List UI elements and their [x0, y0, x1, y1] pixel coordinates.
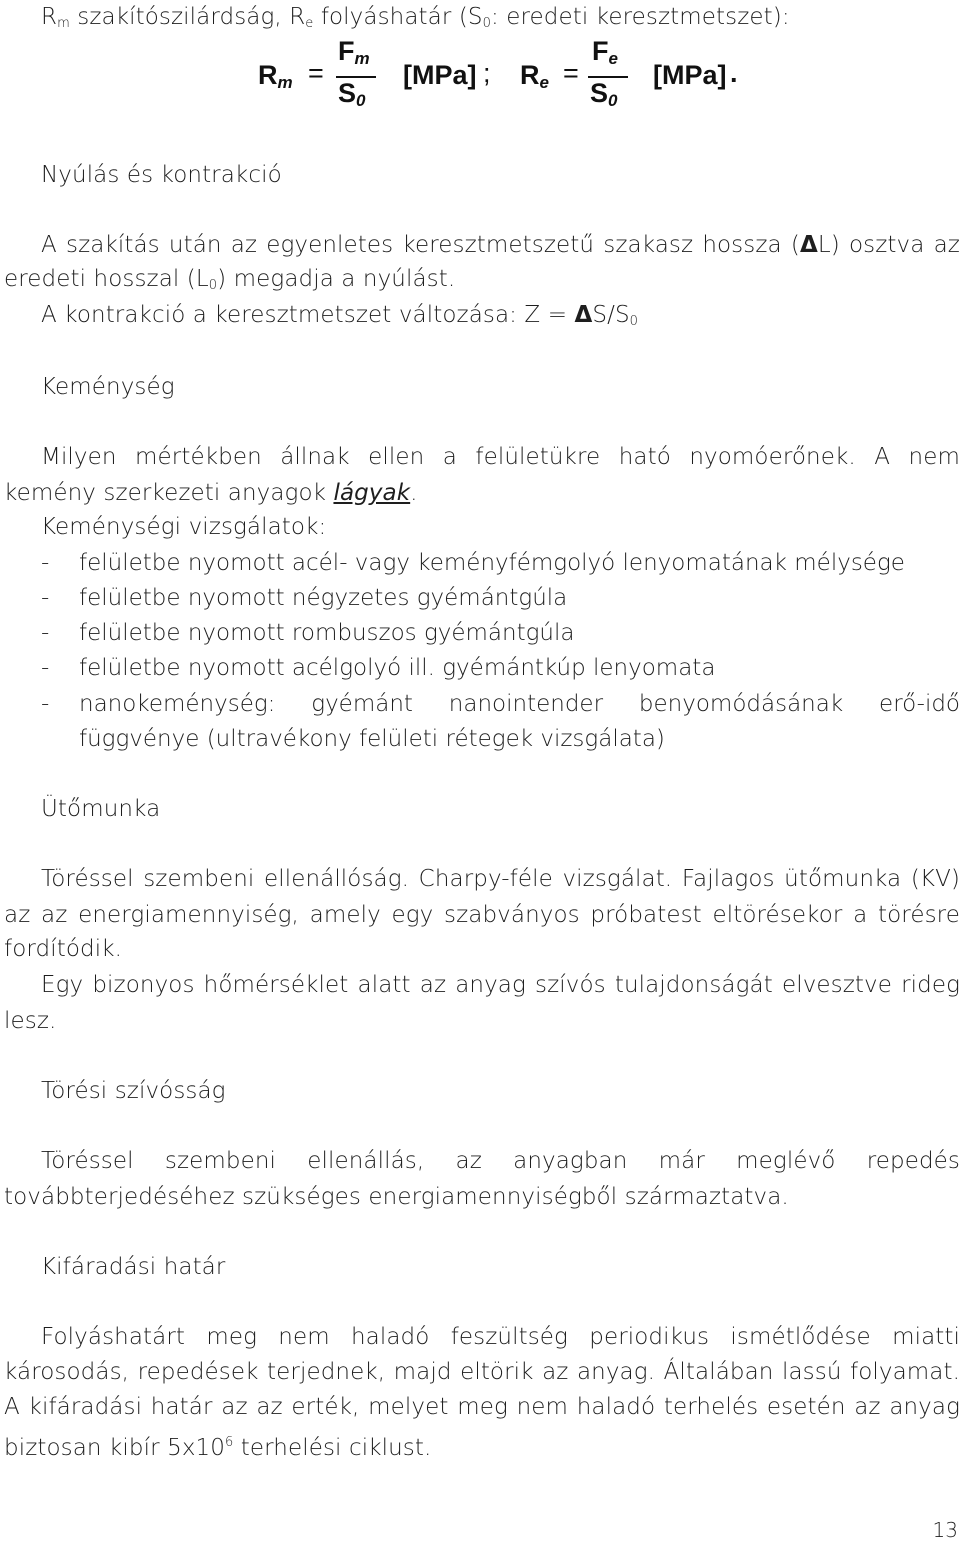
toresi-line1: Töréssel szembeni ellenállás, az anyagban már meglévő repedés — [41, 1148, 960, 1174]
lagyak-link: lágyak — [333, 480, 411, 506]
intro-text-b: folyáshatár (S — [313, 4, 483, 30]
intro-line — [41, 0, 960, 41]
nyulas-p1-line2: eredeti hosszal $(L_0)$ megadja a nyúlást. — [4, 266, 456, 293]
equals-sign-2: = — [563, 58, 579, 88]
s0-subscript: 0 — [482, 16, 491, 31]
delta-symbol: Δ — [799, 232, 818, 258]
list-dash: - — [41, 691, 50, 717]
s0-denominator-1: $S_0$ — [338, 78, 366, 110]
separator: ; — [483, 58, 491, 88]
intro-text-a: szakítószilárdság, — [69, 4, 290, 30]
hardness-tests-intro: Keménységi vizsgálatok: — [41, 514, 327, 540]
list-item: felületbe nyomott acélgolyó ill. gyémántkúp lenyomata — [79, 655, 716, 681]
kifaradasi-line4: biztosan kibír $5x10^6$ terhelési ciklust. — [4, 1435, 432, 1461]
utomunka-line3: fordítódik. — [4, 936, 123, 962]
exponent: 6 — [225, 1435, 234, 1450]
fe-numerator: $F_e$ — [592, 36, 618, 68]
kifaradasi-line3: A kifáradási határ az az erték, melyet meg nem haladó terhelés esetén az anyag — [4, 1394, 960, 1420]
list-item-continuation: függvénye (ultravékony felületi rétegek vizsgálata) — [79, 726, 665, 752]
rm-lhs: $R_m$ — [258, 60, 293, 92]
re-lhs: $R_e$ — [520, 60, 549, 92]
kifaradasi-line2: károsodás, repedések terjednek, majd eltörik az anyag. Általában lassú folyamat. — [4, 1359, 960, 1385]
re-subscript: e — [305, 16, 314, 31]
kemenyseg-p1-line2: kemény szerkezeti anyagok lágyak. — [4, 480, 418, 506]
s0-denominator-2: $S_0$ — [590, 78, 618, 110]
rm-symbol: R — [41, 4, 58, 30]
toresi-line2: továbbterjedéséhez szükséges energiamennyiségből származtatva. — [4, 1184, 789, 1210]
utomunka-line5: lesz. — [4, 1008, 57, 1034]
list-item: felületbe nyomott acél- vagy keményfémgolyó lenyomatának mélysége — [79, 550, 905, 576]
section-title-nyulas: Nyúlás és kontrakció — [41, 162, 282, 188]
section-title-kemenyseg: Keménység — [41, 374, 175, 400]
list-item: nanokeménység: gyémánt nanointender benyomódásának erő-idő — [79, 691, 960, 717]
equals-sign-1: = — [308, 58, 324, 88]
fm-numerator: $F_m$ — [338, 36, 370, 68]
list-dash: - — [41, 550, 50, 576]
nyulas-p2: A kontrakció a keresztmetszet változása: $Z = \Delta S/S_0$ — [41, 302, 639, 329]
rm-subscript: m — [57, 16, 70, 31]
formula-block — [258, 36, 758, 116]
intro-text-c: : eredeti keresztmetszet): — [490, 4, 790, 30]
utomunka-line1: Töréssel szembeni ellenállóság. Charpy-féle vizsgálat. Fajlagos ütőmunka (KV) — [41, 866, 960, 892]
kemenyseg-p1-line1: Milyen mértékben állnak ellen a felületükre ható nyomóerőnek. A nem — [41, 444, 960, 470]
delta-symbol: Δ — [574, 302, 593, 328]
utomunka-line2: az az energiamennyiség, amely egy szabványos próbatest eltörésekor a törésre — [4, 902, 960, 928]
list-dash: - — [41, 655, 50, 681]
unit-mpa-1: [MPa] — [403, 60, 477, 90]
list-dash: - — [41, 585, 50, 611]
section-title-toresi: Törési szívósság — [41, 1078, 226, 1104]
utomunka-line4: Egy bizonyos hőmérséklet alatt az anyag szívós tulajdonságát elvesztve rideg — [41, 972, 960, 998]
page-number: 13 — [932, 1518, 958, 1542]
formula-period: . — [730, 58, 738, 88]
section-title-kifaradasi: Kifáradási határ — [41, 1254, 226, 1280]
list-item: felületbe nyomott rombuszos gyémántgúla — [79, 620, 575, 646]
section-title-utomunka: Ütőmunka — [41, 796, 161, 822]
re-symbol: R — [289, 4, 306, 30]
nyulas-p1-line1: A szakítás után az egyenletes keresztmetszetű szakasz hossza (ΔL) osztva az — [41, 232, 960, 258]
kifaradasi-line1: Folyáshatárt meg nem haladó feszültség periodikus ismétlődése miatti — [41, 1324, 960, 1350]
list-dash: - — [41, 620, 50, 646]
unit-mpa-2: [MPa] — [653, 60, 727, 90]
list-item: felületbe nyomott négyzetes gyémántgúla — [79, 585, 568, 611]
